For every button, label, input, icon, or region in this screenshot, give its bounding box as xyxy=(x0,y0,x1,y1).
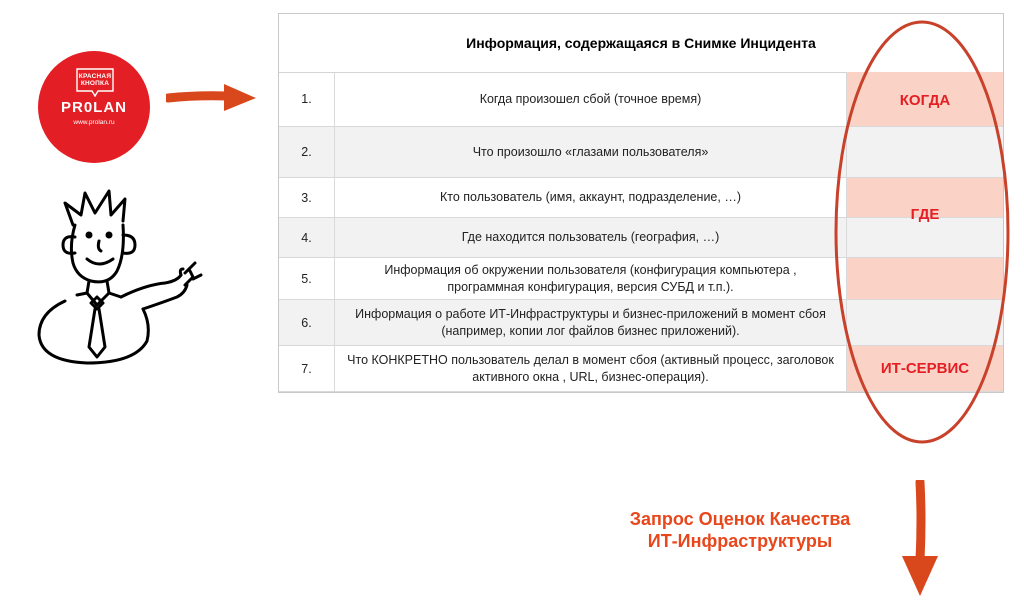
red-button-emblem xyxy=(74,67,116,97)
row-text: Когда произошел сбой (точное время) xyxy=(335,72,847,126)
prolan-red-button-logo xyxy=(38,51,150,163)
table-row xyxy=(279,258,1003,300)
table-row xyxy=(279,218,1003,258)
row-number: 6. xyxy=(279,300,335,345)
incident-snapshot-table xyxy=(278,13,1004,393)
cartoon-man-illustration xyxy=(25,185,215,375)
caption-line-1: Запрос Оценок Качества xyxy=(629,509,851,529)
arrow-down-icon xyxy=(898,480,942,598)
row-text: Что произошло «глазами пользователя» xyxy=(335,127,847,177)
arrow-right-icon xyxy=(166,81,258,115)
table-row xyxy=(279,300,1003,346)
table-title: Информация, содержащаяся в Снимке Инцидента xyxy=(279,14,1003,73)
quality-request-caption xyxy=(590,508,890,552)
row-text: Где находится пользователь (география, …) xyxy=(335,218,847,257)
category-when: КОГДА xyxy=(899,92,951,109)
row-text: Что КОНКРЕТНО пользователь делал в момент сбоя (активный процесс, заголовок активного окна , URL, бизнес-операция). xyxy=(335,346,847,391)
row-number: 5. xyxy=(279,258,335,299)
row-text: Кто пользователь (имя, аккаунт, подразделение, …) xyxy=(335,178,847,217)
category-where: ГДЕ xyxy=(910,206,940,223)
row-number: 7. xyxy=(279,346,335,391)
logo-brand: PR0LAN xyxy=(60,99,127,116)
logo-line-2: КНОПКА xyxy=(80,80,110,87)
row-text: Информация об окружении пользователя (конфигурация компьютера , программная конфигурация, версия СУБД и т.п.). xyxy=(335,258,847,299)
row-number: 4. xyxy=(279,218,335,257)
row-number: 2. xyxy=(279,127,335,177)
logo-url: www.prolan.ru xyxy=(73,119,115,126)
row-number: 3. xyxy=(279,178,335,217)
logo-line-1: КРАСНАЯ xyxy=(78,73,112,80)
category-it-service: ИТ-СЕРВИС xyxy=(880,360,970,377)
row-text: Информация о работе ИТ-Инфраструктуры и бизнес-приложений в момент сбоя (например, копии лог файлов бизнес приложений). xyxy=(335,300,847,345)
caption-line-2: ИТ-Инфраструктуры xyxy=(647,531,833,551)
table-row xyxy=(279,127,1003,178)
row-number: 1. xyxy=(279,72,335,126)
